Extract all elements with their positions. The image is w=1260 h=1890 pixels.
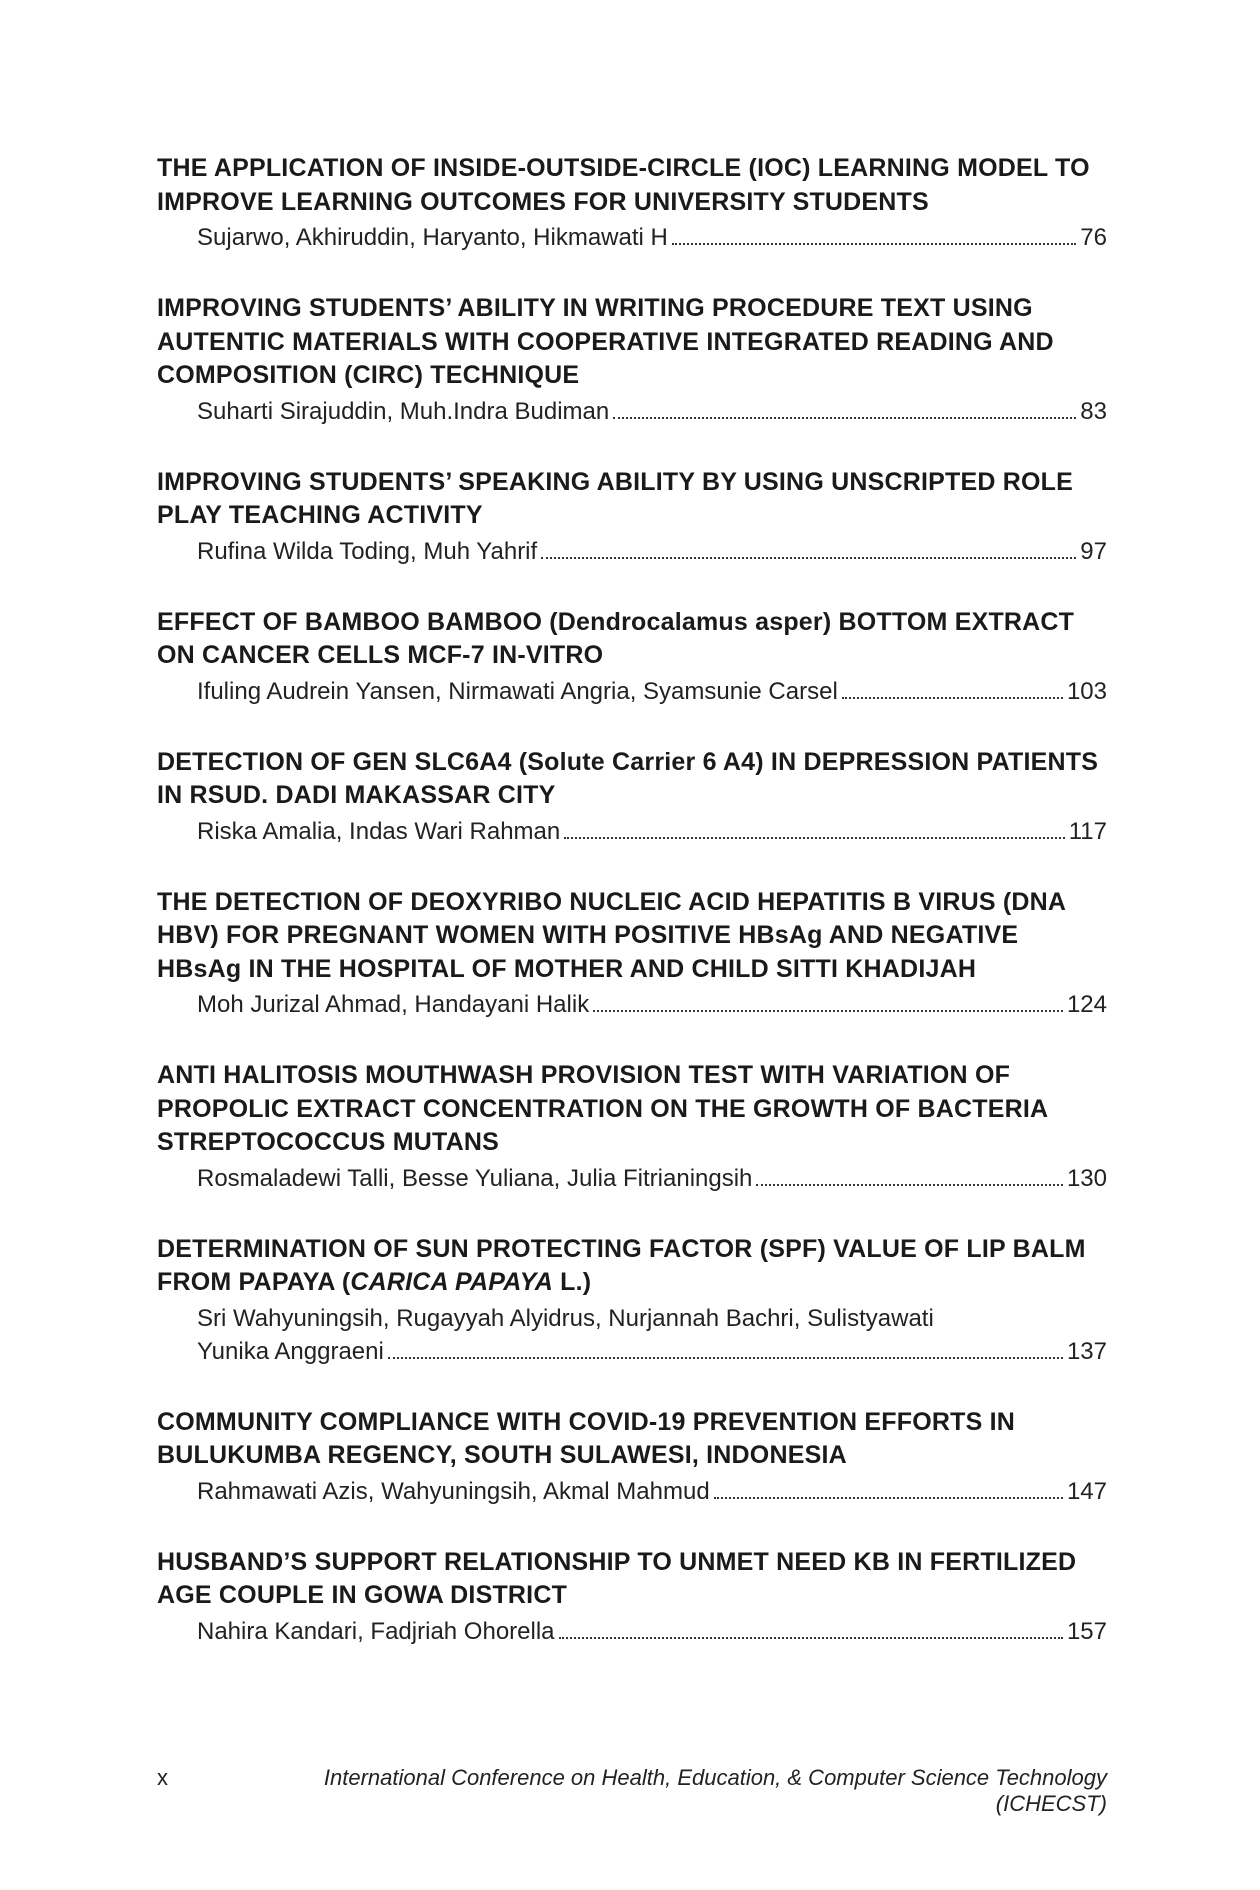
- entry-authors-line: [197, 1302, 1107, 1368]
- entry-authors-line: [197, 221, 1107, 254]
- entry-page-number: 130: [1066, 1164, 1107, 1192]
- entry-authors: Riska Amalia, Indas Wari Rahman: [197, 817, 561, 845]
- toc-entry: [157, 466, 1107, 568]
- entry-title-part: L.): [552, 1268, 592, 1296]
- entry-authors: Yunika Anggraeni: [197, 1337, 384, 1365]
- entry-authors-line: [197, 1475, 1107, 1508]
- toc-entry: [157, 1546, 1107, 1648]
- dot-leader: [842, 697, 1063, 699]
- entry-page-number: 76: [1080, 224, 1107, 251]
- entry-authors: Nahira Kandari, Fadjriah Ohorella: [197, 1617, 555, 1645]
- entry-authors-row: [197, 1335, 1107, 1368]
- entry-authors-line: [197, 815, 1107, 848]
- footer-page-number: x: [157, 1765, 168, 1790]
- dot-leader: [613, 417, 1076, 419]
- entry-authors-line: [197, 1615, 1107, 1648]
- dot-leader: [672, 243, 1076, 245]
- entry-title: [157, 1233, 1107, 1300]
- dot-leader: [714, 1497, 1063, 1499]
- entry-title: COMMUNITY COMPLIANCE WITH COVID-19 PREVENTION EFFORTS IN BULUKUMBA REGENCY, SOUTH SULAWESI, INDONESIA: [157, 1407, 1015, 1469]
- dot-leader: [593, 1010, 1063, 1012]
- entry-title: EFFECT OF BAMBOO BAMBOO (Dendrocalamus asper) BOTTOM EXTRACT ON CANCER CELLS MCF-7 IN-VITRO: [157, 607, 1075, 669]
- table-of-contents: [157, 152, 1107, 1686]
- entry-authors: Rosmaladewi Talli, Besse Yuliana, Julia Fitrianingsih: [197, 1164, 753, 1192]
- entry-page-number: 103: [1066, 677, 1107, 705]
- dot-leader: [541, 557, 1076, 559]
- toc-entry: [157, 1406, 1107, 1508]
- entry-title: DETECTION OF GEN SLC6A4 (Solute Carrier 6 A4) IN DEPRESSION PATIENTS IN RSUD. DADI MAKASSAR CITY: [157, 747, 1099, 809]
- entry-title: HUSBAND’S SUPPORT RELATIONSHIP TO UNMET NEED KB IN FERTILIZED AGE COUPLE IN GOWA DISTRICT: [157, 1547, 1077, 1609]
- entry-authors-line: [197, 988, 1107, 1021]
- entry-authors: Rahmawati Azis, Wahyuningsih, Akmal Mahmud: [197, 1477, 710, 1505]
- entry-title-italic: CARICA PAPAYA: [350, 1268, 553, 1296]
- entry-title-part: DETERMINATION OF SUN PROTECTING FACTOR (SPF) VALUE OF LIP BALM FROM PAPAYA (: [157, 1234, 1086, 1296]
- entry-authors-line: [197, 1162, 1107, 1195]
- toc-entry: [157, 886, 1107, 1022]
- entry-page-number: 83: [1080, 397, 1107, 425]
- toc-entry: [157, 292, 1107, 428]
- entry-page-number: 124: [1066, 991, 1107, 1018]
- entry-authors: Ifuling Audrein Yansen, Nirmawati Angria, Syamsunie Carsel: [197, 677, 838, 705]
- dot-leader: [756, 1184, 1063, 1186]
- entry-authors-line: [197, 395, 1107, 428]
- entry-page-number: 137: [1066, 1337, 1107, 1365]
- toc-entry: [157, 606, 1107, 708]
- entry-title: THE APPLICATION OF INSIDE-OUTSIDE-CIRCLE (IOC) LEARNING MODEL TO IMPROVE LEARNING OUTCOMES FOR UNIVERSITY STUDENTS: [157, 154, 1090, 216]
- entry-title: THE DETECTION OF DEOXYRIBO NUCLEIC ACID HEPATITIS B VIRUS (DNA HBV) FOR PREGNANT WOMEN WITH POSITIVE HBsAg AND NEGATIVE HBsAg IN THE HOSPITAL OF MOTHER AND CHILD SITTI KHADIJAH: [157, 887, 1066, 983]
- entry-authors-line: [197, 675, 1107, 708]
- entry-authors: Moh Jurizal Ahmad, Handayani Halik: [197, 991, 590, 1018]
- entry-authors: Sri Wahyuningsih, Rugayyah Alyidrus, Nurjannah Bachri, Sulistyawati: [197, 1304, 934, 1332]
- toc-entry: [157, 152, 1107, 254]
- dot-leader: [388, 1357, 1063, 1359]
- entry-page-number: 97: [1080, 537, 1107, 565]
- entry-authors: Sujarwo, Akhiruddin, Haryanto, Hikmawati H: [197, 224, 668, 251]
- entry-authors-line: [197, 535, 1107, 568]
- footer-conference-title: International Conference on Health, Education, & Computer Science Technology (ICHECST): [323, 1765, 1107, 1816]
- dot-leader: [559, 1637, 1063, 1639]
- toc-entry: [157, 746, 1107, 848]
- toc-entry: [157, 1059, 1107, 1195]
- dot-leader: [564, 837, 1064, 839]
- entry-title: IMPROVING STUDENTS’ SPEAKING ABILITY BY USING UNSCRIPTED ROLE PLAY TEACHING ACTIVITY: [157, 467, 1074, 529]
- entry-page-number: 117: [1068, 817, 1107, 845]
- entry-title: IMPROVING STUDENTS’ ABILITY IN WRITING PROCEDURE TEXT USING AUTENTIC MATERIALS WITH COOPERATIVE INTEGRATED READING AND COMPOSITION (CIRC) TECHNIQUE: [157, 294, 1054, 389]
- entry-authors: Suharti Sirajuddin, Muh.Indra Budiman: [197, 397, 610, 425]
- entry-authors: Rufina Wilda Toding, Muh Yahrif: [197, 537, 538, 565]
- entry-page-number: 147: [1066, 1477, 1107, 1505]
- toc-entry: [157, 1233, 1107, 1368]
- entry-title: ANTI HALITOSIS MOUTHWASH PROVISION TEST WITH VARIATION OF PROPOLIC EXTRACT CONCENTRATION ON THE GROWTH OF BACTERIA STREPTOCOCCUS MUTANS: [157, 1061, 1048, 1156]
- page-footer: [157, 1765, 1107, 1817]
- entry-page-number: 157: [1066, 1617, 1107, 1645]
